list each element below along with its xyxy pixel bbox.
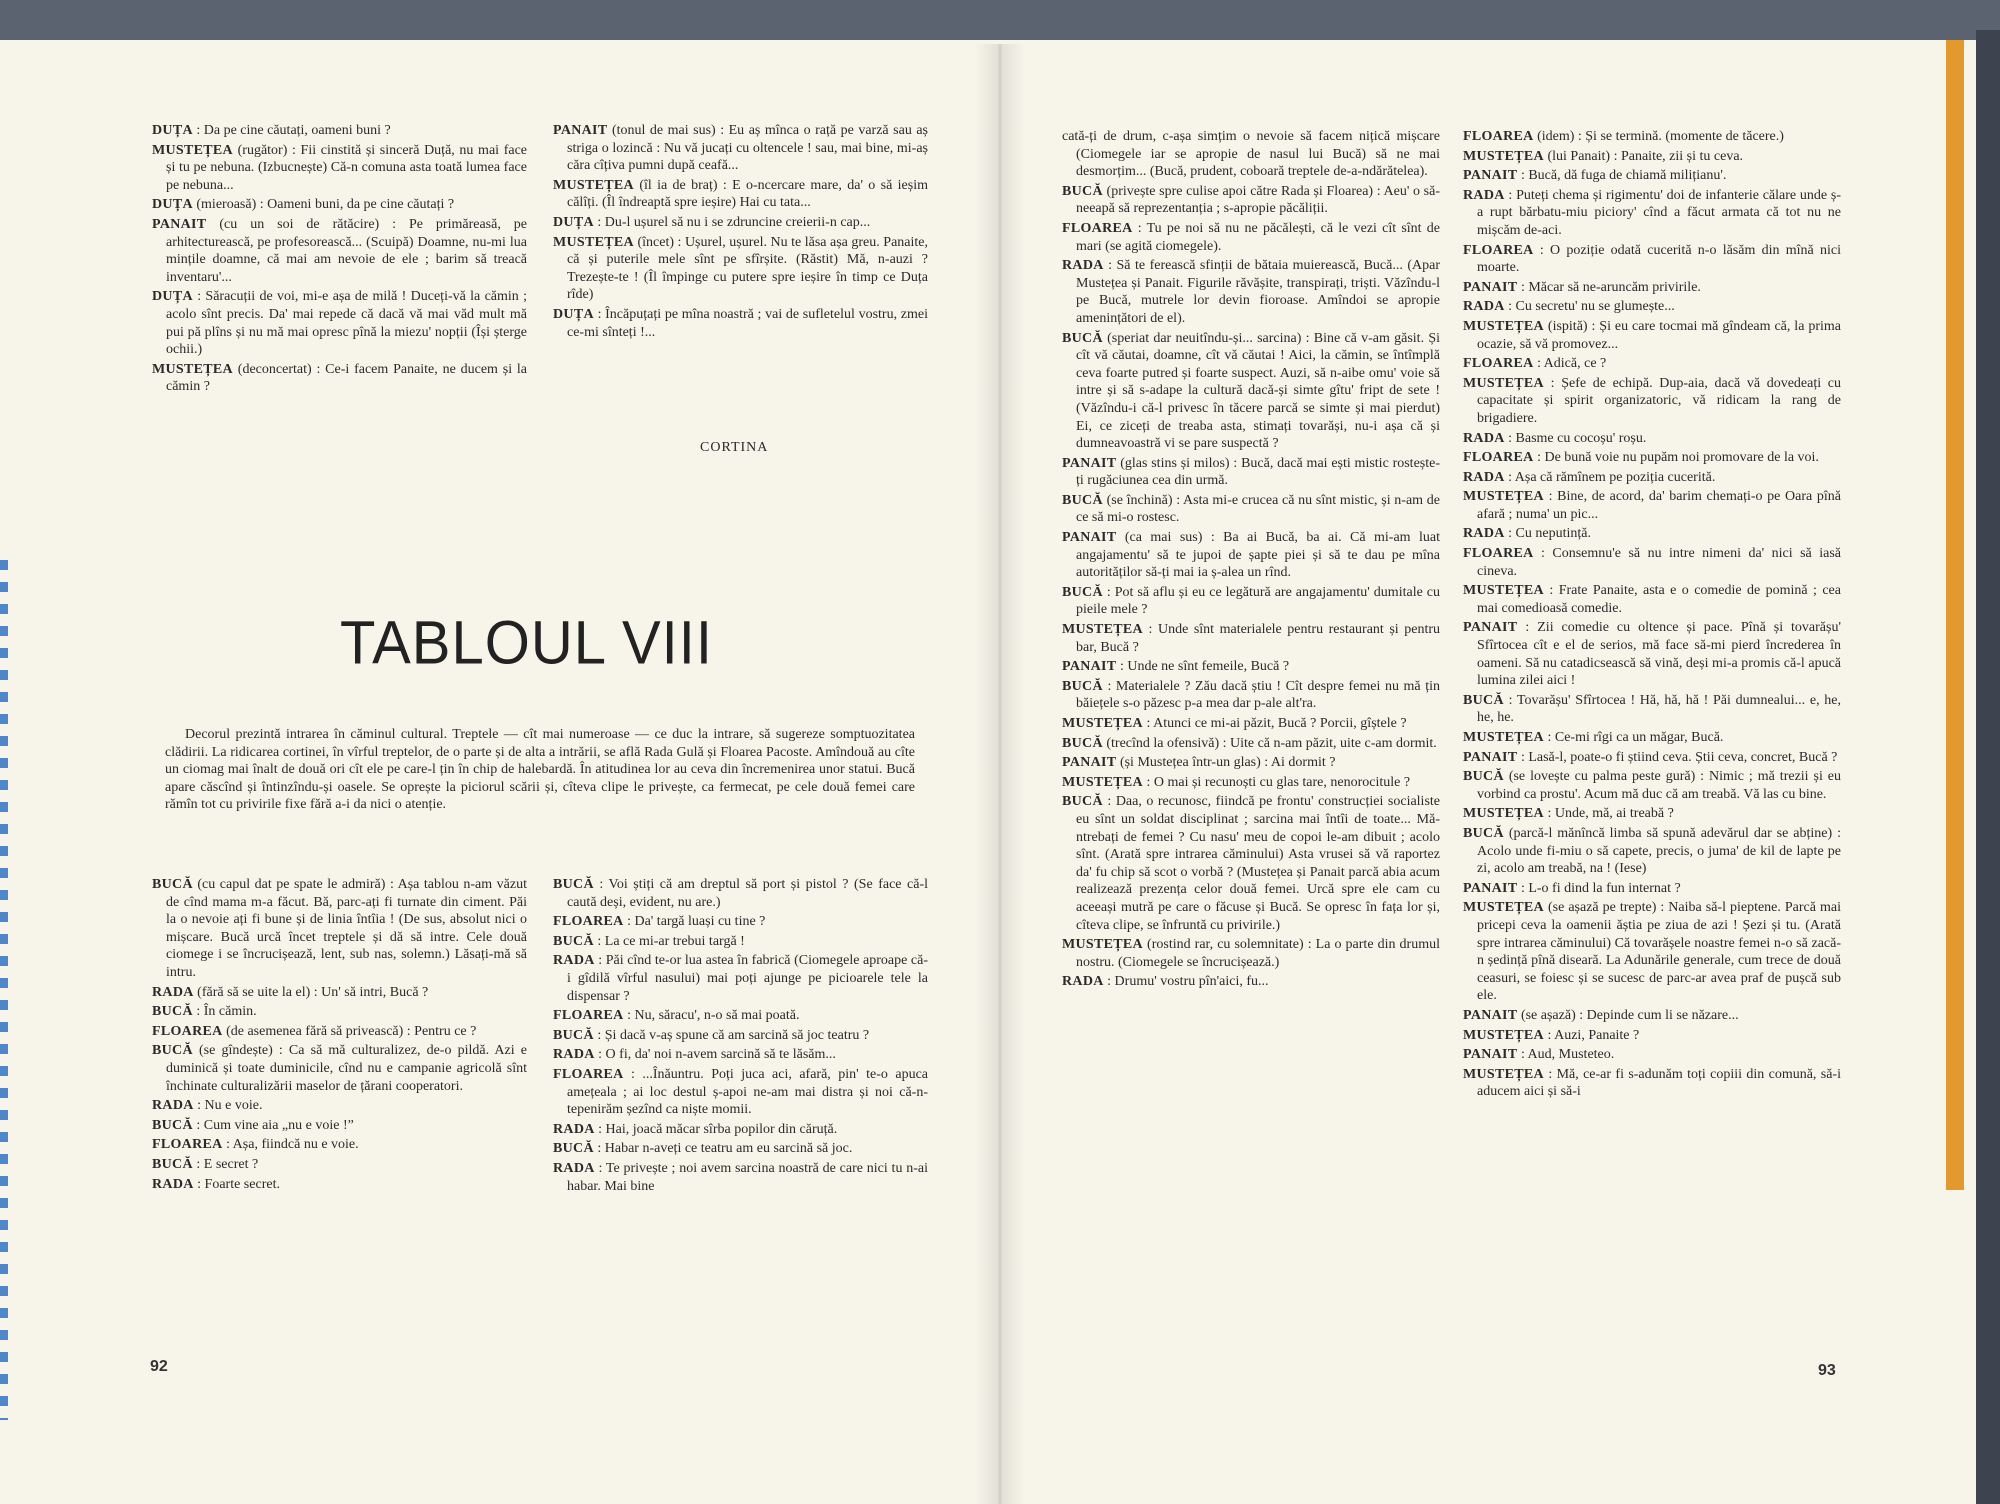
dialogue-line: MUSTEȚEA : Unde sînt materialele pentru restaurant și pentru bar, Bucă ? (1062, 622, 1440, 655)
dialogue-line: FLOAREA (idem) : Și se termină. (momente de tăcere.) (1463, 129, 1784, 144)
dialogue-line: RADA : Cu secretu' nu se glumește... (1463, 299, 1675, 315)
dialogue-line: MUSTEȚEA : Bine, de acord, da' barim chemați-o pe Oara pînă afară ; numa' un pic... (1463, 489, 1841, 522)
dialogue-line: RADA : Puteți chema și rigimentu' doi de infanterie călare unde ș-a rupt bărbatu-miu piciorу' cînd a făcut armata că tot nu ne mișcăm de-aci. (1463, 187, 1841, 238)
dialogue-line: FLOAREA : Așa, fiindcă nu e voie. (152, 1137, 359, 1153)
dialogue-line: PANAIT : Unde ne sînt femeile, Bucă ? (1062, 659, 1290, 675)
orange-cover-stripe (1946, 40, 1964, 1190)
dialogue-line: RADA : Foarte secret. (152, 1176, 280, 1192)
dialogue-line: MUSTEȚEA : Auzi, Panaite ? (1463, 1027, 1640, 1043)
dialogue-line: PANAIT (cu un soi de rătăcire) : Pe primăreasă, pe arhitecturească, pe profesorească... (Scuipă) Doamne, nu-mi lua mințile doamne, că mai am nevoie de ele ; barim să treacă inventaru'... (152, 216, 527, 285)
dialogue-line: MUSTEȚEA (încet) : Ușurel, ușurel. Nu te lăsa așa greu. Panaite, că și puterile mele sînt pe sfîrșite. (Răstit) Mă, n-auzi ? Trezește-te ! (Îl împinge cu putere spre ieșire în timp ce Duța rîde) (553, 234, 928, 303)
left-column-3 (152, 876, 527, 1195)
dialogue-line: MUSTEȚEA : Șefe de echipă. Dup-aia, dacă vă dovedeați cu capacitate și spirit organizatoric, vă ridicam la rang de brigadiere. (1463, 375, 1841, 426)
dialogue-line: BUCĂ : Cum vine aia „nu e voie !” (152, 1117, 354, 1133)
dialogue-line: RADA : Te privește ; noi avem sarcina noastră de care nici tu n-ai habar. Mai bine (553, 1160, 928, 1194)
dialogue-line: PANAIT : Zii comedie cu oltence și pace. Pînă și tovarășu' Sfîrtocea cît e el de serios, mă face să-mi pierd încrederea în oameni. Să nu catadicsească să vină, deși mi-a promis că-l apucă lumina zilei aici ! (1463, 620, 1841, 689)
dialogue-line: MUSTEȚEA (deconcertat) : Ce-i facem Panaite, ne ducem și la cămin ? (152, 361, 527, 395)
dialogue-line: FLOAREA (de asemenea fără să privească) : Pentru ce ? (152, 1023, 477, 1039)
dialogue-line: DUȚA (mieroasă) : Oameni buni, da pe cine căutați ? (152, 197, 455, 213)
dialogue-line: BUCĂ (se gîndește) : Ca să mă culturalizez, de-o pildă. Azi e duminică și toate duminicile, cînd nu e campanie agricolă sînt închinate culturalizării maselor de țărani cooperatori. (152, 1043, 527, 1094)
dialogue-line: RADA (fără să se uite la el) : Un' să intri, Bucă ? (152, 984, 429, 1000)
dialogue-line: BUCĂ (parcă-l mănîncă limba să spună adevărul dar se abține) : Acolo unde fi-miu o să capete, precis, o juma' de kil de lapte pe zi, acolo am treabă, na ! (Iese) (1463, 825, 1841, 877)
dialogue-line: FLOAREA : De bună voie nu pupăm noi promovare de la voi. (1463, 450, 1819, 466)
left-column-2 (553, 122, 928, 343)
binding-strip (0, 560, 8, 1420)
dialogue-line: PANAIT (se așază) : Depinde cum li se năzare... (1463, 1007, 1739, 1023)
dialogue-line: MUSTEȚEA : Ce-mi rîgi ca un măgar, Bucă. (1463, 730, 1724, 745)
scanner-top-bar (0, 0, 2000, 44)
right-column-1 (1062, 128, 1440, 993)
dialogue-line: MUSTEȚEA (îl ia de braț) : E o-ncercare mare, da' o să ieșim călîți. (Îl îndreaptă spre ieșire) Hai cu tata... (553, 177, 928, 211)
dialogue-line: DUȚA : Încăpuțați pe mîna noastră ; vai de sufletelul vostru, zmei ce-mi sînteți !... (553, 306, 928, 340)
stage-direction: Decorul prezintă intrarea în căminul cultural. Treptele — cît mai numeroase — ce duc la intrare, să sugereze somptuozitatea clădirii. La ridicarea cortinei, în vîrful treptelor, de o parte și de alta a intrării, se află Rada Gulă și Floarea Pacoste. Amîndouă au cîte un ciomag mai înalt de două ori cît ele pe care-l țin în chip de halebardă. În atitudinea lor au ceva din încremenirea unor statui. Bucă apare căscînd și întinzîndu-și oasele. Se oprește la piciorul scării și, cîteva clipe le privește, ca fermecat, pe cele două femei care rămîn tot cu privirile fixe fără a-i da nici o atenție. (165, 727, 915, 813)
dialogue-line: RADA : Basme cu cocoșu' roșu. (1463, 430, 1647, 446)
dialogue-line: PANAIT (ca mai sus) : Ba ai Bucă, ba ai. Că mi-am luat angajamentu' să te jupoi de șapte piei și să te dau pe mîna autorităților să-ți mai ia ș-alea un rînd. (1062, 530, 1440, 581)
dialogue-line: BUCĂ (se închină) : Asta mi-e crucea că nu sînt mistic, și n-am de ce să mi-o rostesc. (1062, 492, 1440, 526)
dialogue-line: cată-ți de drum, c-așa simțim o nevoie să facem nițică mișcare (Ciomegele iar se apropie de nasul lui Bucă) să ne mai desmorțim... (Bucă, prudent, coboară treptele de-a-ndărătelea). (1062, 129, 1440, 180)
dialogue-line: RADA : Așa că rămînem pe poziția cucerită. (1463, 469, 1716, 485)
dialogue-line: RADA : Să te ferească sfinții de bătaia muierească, Bucă... (Apar Mustețea și Panait. Figurile răvășite, transpirați, triști. Văzîndu-l pe Bucă, mutrele lor devin fioroase. Amîndoi se apropie amenințători de el). (1062, 258, 1440, 326)
cortina-label: CORTINA (700, 440, 769, 455)
dialogue-line: BUCĂ (trecînd la ofensivă) : Uite că n-am păzit, uite c-am dormit. (1062, 735, 1437, 751)
dialogue-line: BUCĂ : Daa, o recunosc, fiindcă pe frontu' construcției socialiste eu sînt un soldat disciplinat ; sarcina mai întîi de toate... Mă-ntrebați de femei ? Cu nasu' meu de copoi le-am dibuit ; acolo sînt. (Arată spre intrarea căminului) Asta vrusei să vă raportez da' fu chip să scot o vorbă ? (Mustețea și Panait parcă abia acum realizează prezența celor două femei. Urcă spre ele cam cu aceeași mutră pe care o făcuse și Bucă. Se opresc în fața lor și, cîteva clipe, se înfruntă cu privirile.) (1062, 794, 1440, 933)
dialogue-line: BUCĂ (se lovește cu palma peste gură) : Nimic ; mă trezii și eu vorbind ca prostu'. Acum mă duc că am treabă. Vă las cu bine. (1463, 769, 1841, 802)
dialogue-line: RADA : Drumu' vostru pîn'aici, fu... (1062, 974, 1269, 990)
left-column-1 (152, 122, 527, 398)
dialogue-line: DUȚA : Du-l ușurel să nu i se zdruncine creierii-n cap... (553, 214, 871, 230)
dialogue-line: MUSTEȚEA (se așază pe trepte) : Naiba să-l pieptene. Parcă mai pricepi ceva la oamenii ăștia pe ziua de azi ! Șezi și tu. (Arată spre intrarea căminului) Că tovarășele noastre femei n-o să zacă-n ședință pînă diseară. La Adunările generale, cum trece de două ceasuri, se foiesc și se sucesc de parc-ar avea praf de pușcă sub ele. (1463, 900, 1841, 1004)
dialogue-line: FLOAREA : Adică, ce ? (1463, 356, 1607, 372)
dialogue-line: PANAIT : Măcar să ne-aruncăm privirile. (1463, 279, 1701, 295)
dialogue-line: PANAIT (glas stins și milos) : Bucă, dacă mai ești mistic rostește-ți rugăciunea cea din urmă. (1062, 455, 1440, 489)
page-number-right: 93 (1818, 1362, 1836, 1379)
dialogue-line: RADA : Nu e voie. (152, 1098, 263, 1114)
dialogue-line: BUCĂ (cu capul dat pe spate le admiră) : Așa tablou n-am văzut de cînd mama m-a făcut. Bă, parc-ați fi turnate din ciment. Păi la o nevoie ați fi bune și de linia întîia ! (De sus, absolut nici o mișcare. Bucă urcă încet treptele și dă să intre. Cele două ciomege i se încrucișează, lent, sub nas, solemn.) Lăsați-mă să intru. (152, 877, 527, 980)
dialogue-line: BUCĂ : Voi știți că am dreptul să port și pistol ? (Se face că-l caută deși, evident, nu are.) (553, 877, 928, 910)
dialogue-line: PANAIT (tonul de mai sus) : Eu aș mînca o rață pe varză sau aș striga o lozincă : Nu vă jucați cu oltencele ! sau, mai bine, mi-aș căra cîțiva pumni după ceafă... (553, 123, 928, 174)
dialogue-line: PANAIT : Lasă-l, poate-o fi știind ceva. Știi ceva, concret, Bucă ? (1463, 749, 1838, 765)
dialogue-line: BUCĂ : La ce mi-ar trebui targă ! (553, 933, 745, 949)
dialogue-line: MUSTEȚEA : Unde, mă, ai treabă ? (1463, 806, 1674, 822)
dialogue-line: BUCĂ (privește spre culise apoi către Rada și Floarea) : Aeu' o să-neeapă să reprezentanția ; s-apropie păcăliții. (1062, 183, 1440, 217)
right-column-2 (1463, 128, 1841, 1103)
page-number-left: 92 (150, 1358, 168, 1375)
dialogue-line: FLOAREA : Consemnu'e să nu intre nimeni da' nici să iasă cineva. (1463, 546, 1841, 579)
dialogue-line: MUSTEȚEA (lui Panait) : Panaite, zii și tu ceva. (1463, 148, 1744, 164)
dialogue-line: FLOAREA : Da' targă luași cu tine ? (553, 914, 766, 930)
dialogue-line: MUSTEȚEA (ispită) : Și eu care tocmai mă gîndeam că, la prima ocazie, să vă promovez... (1463, 318, 1841, 352)
dialogue-line: PANAIT : Bucă, dă fuga de chiamă milițianu'. (1463, 168, 1727, 184)
left-column-4 (553, 876, 928, 1197)
dialogue-line: BUCĂ : Tovarășu' Sfîrtocea ! Hă, hă, hă ! Păi dumnealui... e, he, he, he. (1463, 692, 1841, 726)
dialogue-line: RADA : Păi cînd te-or lua astea în fabrică (Ciomegele aproape că-i gîdilă vîrful nasului) mai poți ajunge pe picioarele tele la dispensar ? (553, 953, 928, 1004)
dialogue-line: MUSTEȚEA : Frate Panaite, asta e o comedie de pomină ; cea mai comedioasă comedie. (1463, 583, 1841, 616)
dialogue-line: BUCĂ : Habar n-aveți ce teatru am eu sarcină să joc. (553, 1141, 853, 1157)
dialogue-line: BUCĂ : E secret ? (152, 1156, 259, 1172)
dialogue-line: RADA : O fi, da' noi n-avem sarcină să te lăsăm... (553, 1047, 836, 1063)
dialogue-line: FLOAREA : Tu pe noi să nu ne păcălești, că le vezi cît sînt de mari (se agită ciomegele). (1062, 220, 1440, 254)
dialogue-line: DUȚA : Săracuții de voi, mi-e așa de milă ! Duceți-vă la cămin ; acolo sînt precis. Da' mai repede că dacă vă mai văd mult mă pui pă plîns și nu mă mai opresc pînă la miezu' nopții (Își șterge ochii.) (152, 289, 527, 358)
scene-title: TABLOUL VIII (340, 609, 713, 678)
dialogue-line: FLOAREA : O poziție odată cucerită n-o lăsăm din mînă nici moarte. (1463, 242, 1841, 276)
dialogue-line: BUCĂ : Materialele ? Zău dacă știu ! Cît despre femei nu mă țin băiețele s-o păzesc p-a mea dar p-ale alt'ra. (1062, 678, 1440, 712)
dialogue-line: BUCĂ : Și dacă v-aș spune că am sarcină să joc teatru ? (553, 1027, 870, 1043)
dialogue-line: MUSTEȚEA (rostind rar, cu solemnitate) : La o parte din drumul nostru. (Ciomegele se încrucișează.) (1062, 937, 1440, 970)
dialogue-line: PANAIT (și Mustețea într-un glas) : Ai dormit ? (1062, 755, 1336, 771)
dialogue-line: FLOAREA : ...Înăuntru. Poți juca aci, afară, pin' te-o apuca amețeala ; ai loc destul ș-apoi ne-am mai distra și noi că-n-tepenirăm șezînd ca niște momii. (553, 1066, 928, 1118)
dialogue-line: RADA : Cu neputință. (1463, 526, 1591, 542)
dialogue-line: DUȚA : Da pe cine căutați, oameni buni ? (152, 123, 391, 138)
book-spine (975, 44, 1025, 1504)
book-cover-edge (1976, 30, 2000, 1504)
dialogue-line: FLOAREA : Nu, săracu', n-o să mai poată. (553, 1008, 800, 1024)
dialogue-line: RADA : Hai, joacă măcar sîrba popilor din căruță. (553, 1121, 838, 1137)
dialogue-line: BUCĂ (speriat dar neuitîndu-și... sarcina) : Bine că v-am găsit. Și cît vă căutai, doamne, cît vă căutai ! Aici, la cămin, se întîmplă ceva foarte putred și foarte suspect. Auzi, să n-aibe omu' voie să intre și să s-adape la cultură dacă-și simte gîtu' fript de sete ! (Văzîndu-i că-l privesc în tăcere parcă se simte și mai pierdut) Ei, ce ziceți de treaba asta, stimați tovarăși, nu-i așa că și dumneavoastră vi se pare suspectă ? (1062, 330, 1440, 452)
dialogue-line: MUSTEȚEA (rugător) : Fii cinstită și sinceră Duță, nu mai face și tu pe nebuna. (Izbucnește) Că-n comuna asta toată lumea face pe nebuna... (152, 142, 527, 193)
dialogue-line: BUCĂ : În cămin. (152, 1004, 257, 1020)
dialogue-line: MUSTEȚEA : Atunci ce mi-ai păzit, Bucă ? Porcii, gîștele ? (1062, 716, 1407, 731)
dialogue-line: MUSTEȚEA : O mai și recunoști cu glas tare, nenorocitule ? (1062, 774, 1411, 790)
dialogue-line: MUSTEȚEA : Mă, ce-ar fi s-adunăm toți copiii din comună, să-i aducem aici și să-i (1463, 1066, 1841, 1100)
dialogue-line: PANAIT : L-o fi dind la fun internat ? (1463, 880, 1681, 896)
dialogue-line: PANAIT : Aud, Musteteo. (1463, 1047, 1615, 1063)
dialogue-line: BUCĂ : Pot să aflu și eu ce legătură are angajamentu' dumitale cu pieile mele ? (1062, 584, 1440, 618)
